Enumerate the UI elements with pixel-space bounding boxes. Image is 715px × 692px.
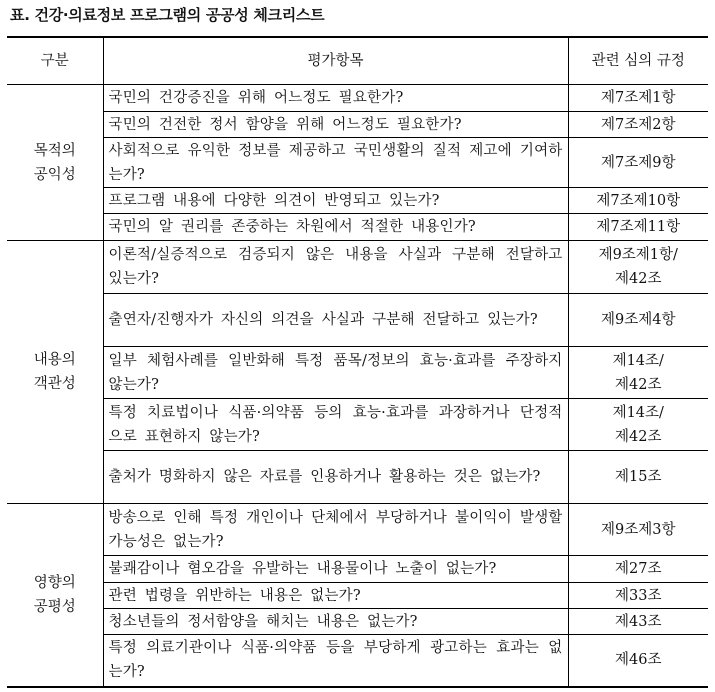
header-item: 평가항목 bbox=[103, 37, 568, 85]
header-regulation: 관련 심의 규정 bbox=[568, 37, 708, 85]
table-row bbox=[7, 241, 708, 294]
category-cell: 내용의 객관성 bbox=[7, 241, 103, 504]
regulation-cell: 제14조/ 제42조 bbox=[568, 399, 708, 451]
table-row bbox=[7, 556, 708, 583]
regulation-cell: 제7조제9항 bbox=[568, 138, 708, 188]
header-row bbox=[7, 37, 708, 85]
table-caption: 표. 건강·의료정보 프로그램의 공공성 체크리스트 bbox=[10, 6, 325, 24]
item-cell: 특정 치료법이나 식품·의약품 등의 효능·효과를 과장하거나 단정적으로 표현하지 않는가? bbox=[103, 399, 568, 451]
regulation-cell: 제15조 bbox=[568, 451, 708, 504]
regulation-cell: 제43조 bbox=[568, 609, 708, 635]
category-cell: 목적의 공익성 bbox=[7, 85, 103, 241]
table-row bbox=[7, 504, 708, 556]
item-cell: 사회적으로 유익한 정보를 제공하고 국민생활의 질적 제고에 기여하는가? bbox=[103, 138, 568, 188]
item-cell: 국민의 건전한 정서 함양을 위해 어느정도 필요한가? bbox=[103, 112, 568, 138]
regulation-cell: 제9조제1항/ 제42조 bbox=[568, 241, 708, 294]
table-row bbox=[7, 85, 708, 112]
table-row bbox=[7, 583, 708, 609]
table-row bbox=[7, 635, 708, 687]
table-row bbox=[7, 214, 708, 241]
regulation-cell: 제14조/ 제42조 bbox=[568, 347, 708, 399]
table-row bbox=[7, 188, 708, 214]
table-row bbox=[7, 609, 708, 635]
item-cell: 불쾌감이나 혐오감을 유발하는 내용물이나 노출이 없는가? bbox=[103, 556, 568, 583]
table-row bbox=[7, 347, 708, 399]
regulation-cell: 제7조제1항 bbox=[568, 85, 708, 112]
checklist-table bbox=[7, 36, 708, 688]
item-cell: 일부 체험사례를 일반화해 특정 품목/정보의 효능·효과를 주장하지 않는가? bbox=[103, 347, 568, 399]
item-cell: 출처가 명화하지 않은 자료를 인용하거나 활용하는 것은 없는가? bbox=[103, 451, 568, 504]
item-cell: 프로그램 내용에 다양한 의견이 반영되고 있는가? bbox=[103, 188, 568, 214]
table-row bbox=[7, 451, 708, 504]
item-cell: 특정 의료기관이나 식품·의약품 등을 부당하게 광고하는 효과는 없는가? bbox=[103, 635, 568, 687]
category-cell: 영향의 공평성 bbox=[7, 504, 103, 687]
regulation-cell: 제7조제11항 bbox=[568, 214, 708, 241]
regulation-cell: 제46조 bbox=[568, 635, 708, 687]
table-row bbox=[7, 399, 708, 451]
regulation-cell: 제7조제10항 bbox=[568, 188, 708, 214]
table-row bbox=[7, 112, 708, 138]
item-cell: 이론적/실증적으로 검증되지 않은 내용을 사실과 구분해 전달하고 있는가? bbox=[103, 241, 568, 294]
regulation-cell: 제7조제2항 bbox=[568, 112, 708, 138]
item-cell: 국민의 알 권리를 존중하는 차원에서 적절한 내용인가? bbox=[103, 214, 568, 241]
header-category: 구분 bbox=[7, 37, 103, 85]
item-cell: 청소년들의 정서함양을 해치는 내용은 없는가? bbox=[103, 609, 568, 635]
table-row bbox=[7, 294, 708, 347]
regulation-cell: 제9조제3항 bbox=[568, 504, 708, 556]
regulation-cell: 제33조 bbox=[568, 583, 708, 609]
item-cell: 방송으로 인해 특정 개인이나 단체에서 부당하거나 불이익이 발생할 가능성은 없는가? bbox=[103, 504, 568, 556]
item-cell: 출연자/진행자가 자신의 의견을 사실과 구분해 전달하고 있는가? bbox=[103, 294, 568, 347]
item-cell: 관련 법령을 위반하는 내용은 없는가? bbox=[103, 583, 568, 609]
table-row bbox=[7, 138, 708, 188]
item-cell: 국민의 건강증진을 위해 어느정도 필요한가? bbox=[103, 85, 568, 112]
regulation-cell: 제27조 bbox=[568, 556, 708, 583]
regulation-cell: 제9조제4항 bbox=[568, 294, 708, 347]
